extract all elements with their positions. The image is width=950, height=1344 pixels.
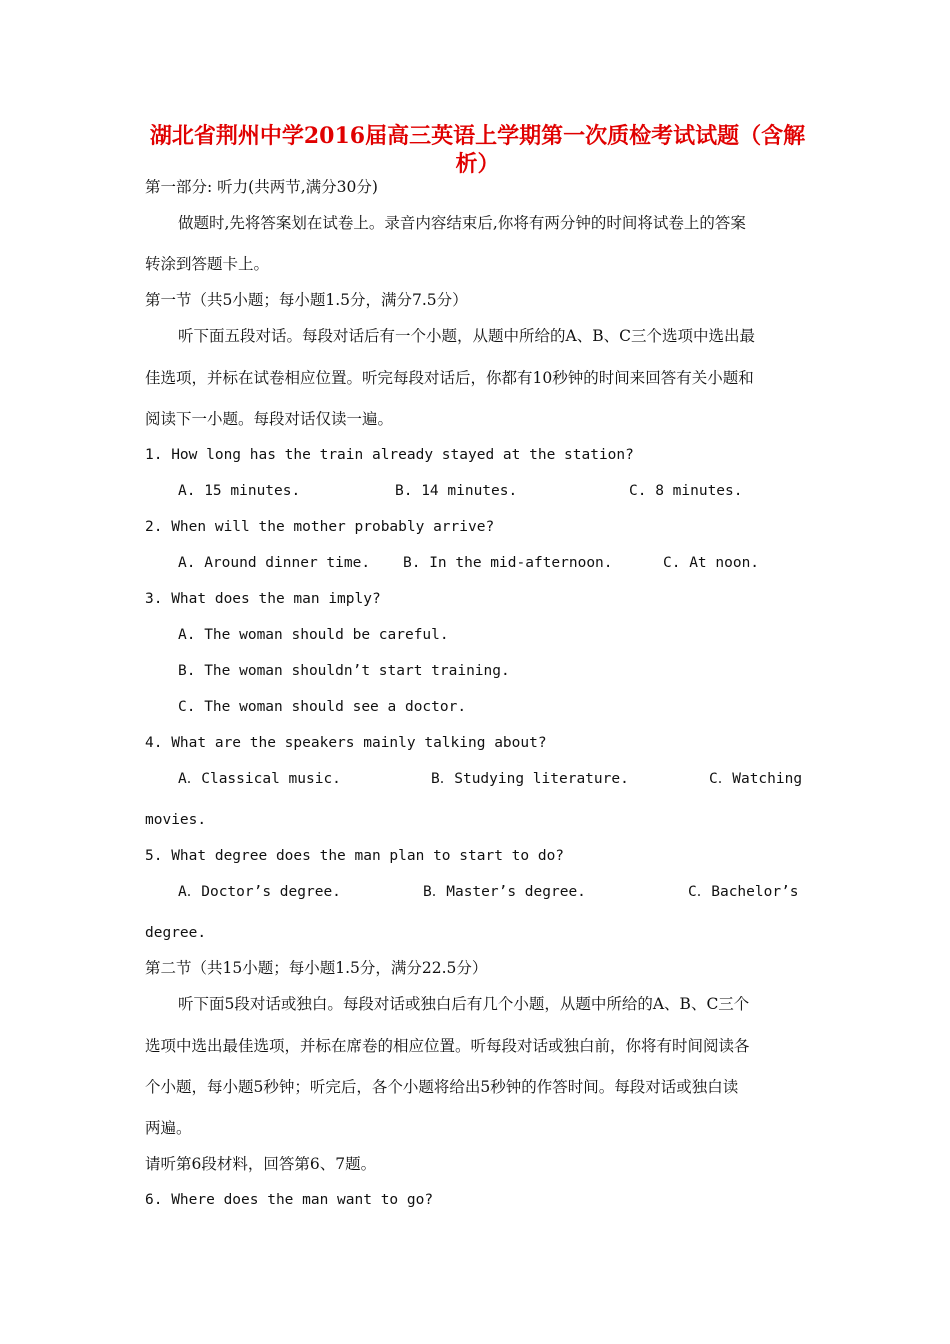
question-2-option-a: A. Around dinner time. [178,555,371,571]
section1-instruction-line1: 听下面五段对话。每段对话后有一个小题，从题中所给的A、B、C三个选项中选出最 [178,327,755,345]
document-title: 湖北省荆州中学2016届高三英语上学期第一次质检考试试题（含解析） [149,123,806,177]
section2-material-note: 请听第6段材料，回答第6、7题。 [145,1155,377,1173]
part1-instruction-line2: 转涂到答题卡上。 [145,255,270,273]
question-5-option-a: A．Doctor’s degree. [178,884,341,900]
part1-heading: 第一部分: 听力(共两节,满分30分) [145,178,378,196]
question-3-option-a: A. The woman should be careful. [178,627,449,643]
part1-instruction-line1: 做题时,先将答案划在试卷上。录音内容结束后,你将有两分钟的时间将试卷上的答案 [178,214,746,232]
question-2: 2. When will the mother probably arrive? [145,519,495,535]
section1-instruction-line2: 佳选项，并标在试卷相应位置。听完每段对话后，你都有10秒钟的时间来回答有关小题和 [145,369,754,387]
question-6: 6. Where does the man want to go? [145,1192,434,1208]
question-4-option-c-continued: movies. [145,812,207,828]
question-5-option-c: C．Bachelor’s [688,884,799,900]
section2-instruction-line3: 个小题，每小题5秒钟；听完后，各个小题将给出5秒钟的作答时间。每段对话或独白读 [145,1078,739,1096]
question-2-option-b: B. In the mid-afternoon. [403,555,613,571]
question-2-option-c: C. At noon. [663,555,760,571]
section1-instruction-line3: 阅读下一小题。每段对话仅读一遍。 [145,410,394,428]
question-5: 5. What degree does the man plan to start to do? [145,848,565,864]
section1-heading: 第一节（共5小题；每小题1.5分，满分7.5分） [145,291,468,309]
question-3-option-c: C. The woman should see a doctor. [178,699,467,715]
question-5-option-b: B．Master’s degree. [423,884,586,900]
question-4-option-b: B．Studying literature. [431,771,629,787]
question-1-option-b: B. 14 minutes. [395,483,518,499]
question-4: 4. What are the speakers mainly talking about? [145,735,547,751]
question-5-option-c-continued: degree. [145,925,207,941]
question-1-option-c: C. 8 minutes. [629,483,743,499]
section2-instruction-line2: 选项中选出最佳选项，并标在席卷的相应位置。听每段对话或独白前，你将有时间阅读各 [145,1037,750,1055]
section2-heading: 第二节（共15小题；每小题1.5分，满分22.5分） [145,959,488,977]
section2-instruction-line4: 两遍。 [145,1119,192,1137]
question-1-option-a: A. 15 minutes. [178,483,301,499]
section2-instruction-line1: 听下面5段对话或独白。每段对话或独白后有几个小题，从题中所给的A、B、C三个 [178,995,750,1013]
question-4-option-c: C．Watching [709,771,803,787]
question-3-option-b: B. The woman shouldn’t start training. [178,663,510,679]
question-1: 1. How long has the train already stayed at the station? [145,447,634,463]
question-3: 3. What does the man imply? [145,591,381,607]
question-4-option-a: A．Classical music. [178,771,341,787]
